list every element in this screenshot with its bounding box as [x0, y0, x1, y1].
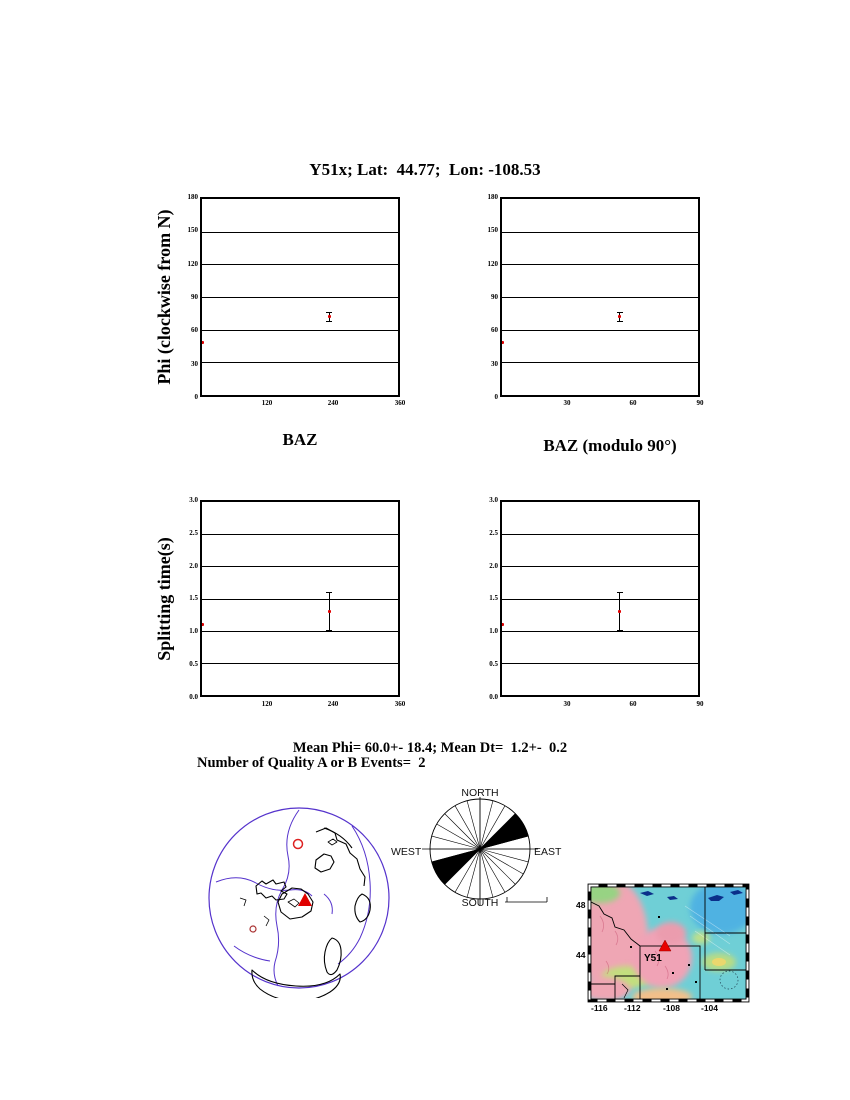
lon-tick-label: -116: [591, 1003, 608, 1013]
x-tick-label: 120: [261, 399, 273, 407]
dt-axis-label: Splitting time(s): [154, 537, 174, 661]
topo-relief: [580, 880, 754, 1006]
ebar-cap: [326, 312, 332, 313]
y-tick-label: 0.5: [489, 660, 498, 668]
ebar-cap: [617, 630, 623, 631]
ebar-dot: [618, 315, 621, 318]
gridline: [202, 631, 398, 632]
rose-west-label: WEST: [391, 846, 422, 858]
coastlines: [240, 828, 370, 998]
rose-east-label: EAST: [534, 846, 562, 858]
y-tick-label: 120: [487, 260, 498, 268]
gridline: [202, 297, 398, 298]
station-triangle-marker: [298, 893, 312, 906]
gridline: [202, 330, 398, 331]
plate-boundaries: [216, 810, 370, 986]
gridline: [502, 599, 698, 600]
ebar-dot: [328, 610, 331, 613]
lon-tick-label: -108: [663, 1003, 681, 1013]
y-tick-label: 120: [187, 260, 198, 268]
page-title: Y51x; Lat: 44.77; Lon: -108.53: [309, 160, 541, 179]
x-tick-label: 60: [629, 700, 637, 708]
plot-phi-vs-baz: [200, 197, 400, 397]
y-tick-label: 30: [191, 360, 198, 368]
x-tick-label: 90: [696, 399, 704, 407]
rose-north-label: NORTH: [461, 787, 499, 799]
y-tick-label: 1.0: [189, 627, 198, 635]
x-tick-label: 60: [629, 399, 637, 407]
baz-axis-title: BAZ: [282, 430, 318, 449]
ebar-dot: [202, 341, 204, 344]
gridline: [502, 362, 698, 363]
y-tick-label: 3.0: [489, 496, 498, 504]
y-tick-label: 150: [487, 226, 498, 234]
phi-axis-label: Phi (clockwise from N): [154, 209, 174, 385]
plot-dt-vs-bazmod: [500, 500, 700, 697]
bazmod-axis-title: BAZ (modulo 90°): [543, 436, 677, 455]
x-tick-label: 120: [261, 700, 273, 708]
gridline: [202, 599, 398, 600]
y-tick-label: 60: [191, 326, 198, 334]
gridline: [202, 264, 398, 265]
y-tick-label: 2.0: [189, 562, 198, 570]
y-tick-label: 2.5: [189, 529, 198, 537]
y-tick-label: 0.0: [489, 693, 498, 701]
ebar-cap: [326, 592, 332, 593]
gridline: [502, 631, 698, 632]
y-tick-label: 180: [487, 193, 498, 201]
event-count-line: Number of Quality A or B Events= 2: [197, 755, 426, 771]
ebar-dot: [502, 341, 504, 344]
y-tick-label: 60: [491, 326, 498, 334]
gridline: [202, 534, 398, 535]
x-tick-label: 240: [327, 399, 339, 407]
lon-tick-label: -112: [624, 1003, 641, 1013]
plot-area-phi-bazmod: [502, 199, 698, 395]
y-tick-label: 180: [187, 193, 198, 201]
y-tick-label: 0.5: [189, 660, 198, 668]
topo-map: [570, 876, 760, 1016]
gridline: [502, 232, 698, 233]
x-tick-label: 240: [327, 700, 339, 708]
gridline: [502, 566, 698, 567]
gridline: [202, 566, 398, 567]
mean-results-line: Mean Phi= 60.0+- 18.4; Mean Dt= 1.2+- 0.2: [292, 740, 568, 756]
x-tick-label: 360: [394, 399, 406, 407]
y-tick-label: 3.0: [189, 496, 198, 504]
x-tick-label: 30: [563, 399, 571, 407]
y-tick-label: 1.5: [189, 594, 198, 602]
lat-tick-label: 44: [576, 950, 586, 960]
y-tick-label: 0: [194, 393, 198, 401]
event-circle-marker: [294, 840, 303, 849]
plot-phi-vs-bazmod: [500, 197, 700, 397]
gridline: [202, 232, 398, 233]
rose-filled-sector: [432, 849, 480, 884]
ebar-dot: [618, 610, 621, 613]
ebar-cap: [617, 312, 623, 313]
globe-map: [204, 798, 394, 998]
plot-area-dt-bazmod: [502, 502, 698, 695]
lon-tick-label: -104: [701, 1003, 719, 1013]
y-tick-label: 0: [494, 393, 498, 401]
x-tick-label: 360: [394, 700, 406, 708]
ebar-cap: [326, 630, 332, 631]
y-tick-label: 150: [187, 226, 198, 234]
x-tick-label: 90: [696, 700, 704, 708]
rose-filled-sector: [480, 814, 528, 849]
ebar-dot: [202, 623, 204, 626]
gridline: [502, 297, 698, 298]
ebar-dot: [502, 623, 504, 626]
event-circle-marker-2: [250, 926, 256, 932]
globe-outline: [209, 808, 389, 988]
gridline: [502, 264, 698, 265]
gridline: [202, 362, 398, 363]
y-tick-label: 90: [491, 293, 498, 301]
y-tick-label: 0.0: [189, 693, 198, 701]
station-label: Y51: [644, 953, 662, 964]
rose-south-label: SOUTH: [461, 897, 499, 909]
ebar-dot: [328, 315, 331, 318]
ebar-cap: [617, 592, 623, 593]
ebar-cap: [326, 321, 332, 322]
x-tick-label: 30: [563, 700, 571, 708]
y-tick-label: 1.5: [489, 594, 498, 602]
y-tick-label: 30: [491, 360, 498, 368]
ebar-cap: [617, 321, 623, 322]
gridline: [202, 663, 398, 664]
y-tick-label: 2.5: [489, 529, 498, 537]
plot-dt-vs-baz: [200, 500, 400, 697]
plot-area-dt-baz: [202, 502, 398, 695]
lat-tick-label: 48: [576, 900, 586, 910]
gridline: [502, 663, 698, 664]
gridline: [502, 330, 698, 331]
y-tick-label: 90: [191, 293, 198, 301]
y-tick-label: 2.0: [489, 562, 498, 570]
gridline: [502, 534, 698, 535]
y-tick-label: 1.0: [489, 627, 498, 635]
plot-area-phi-baz: [202, 199, 398, 395]
